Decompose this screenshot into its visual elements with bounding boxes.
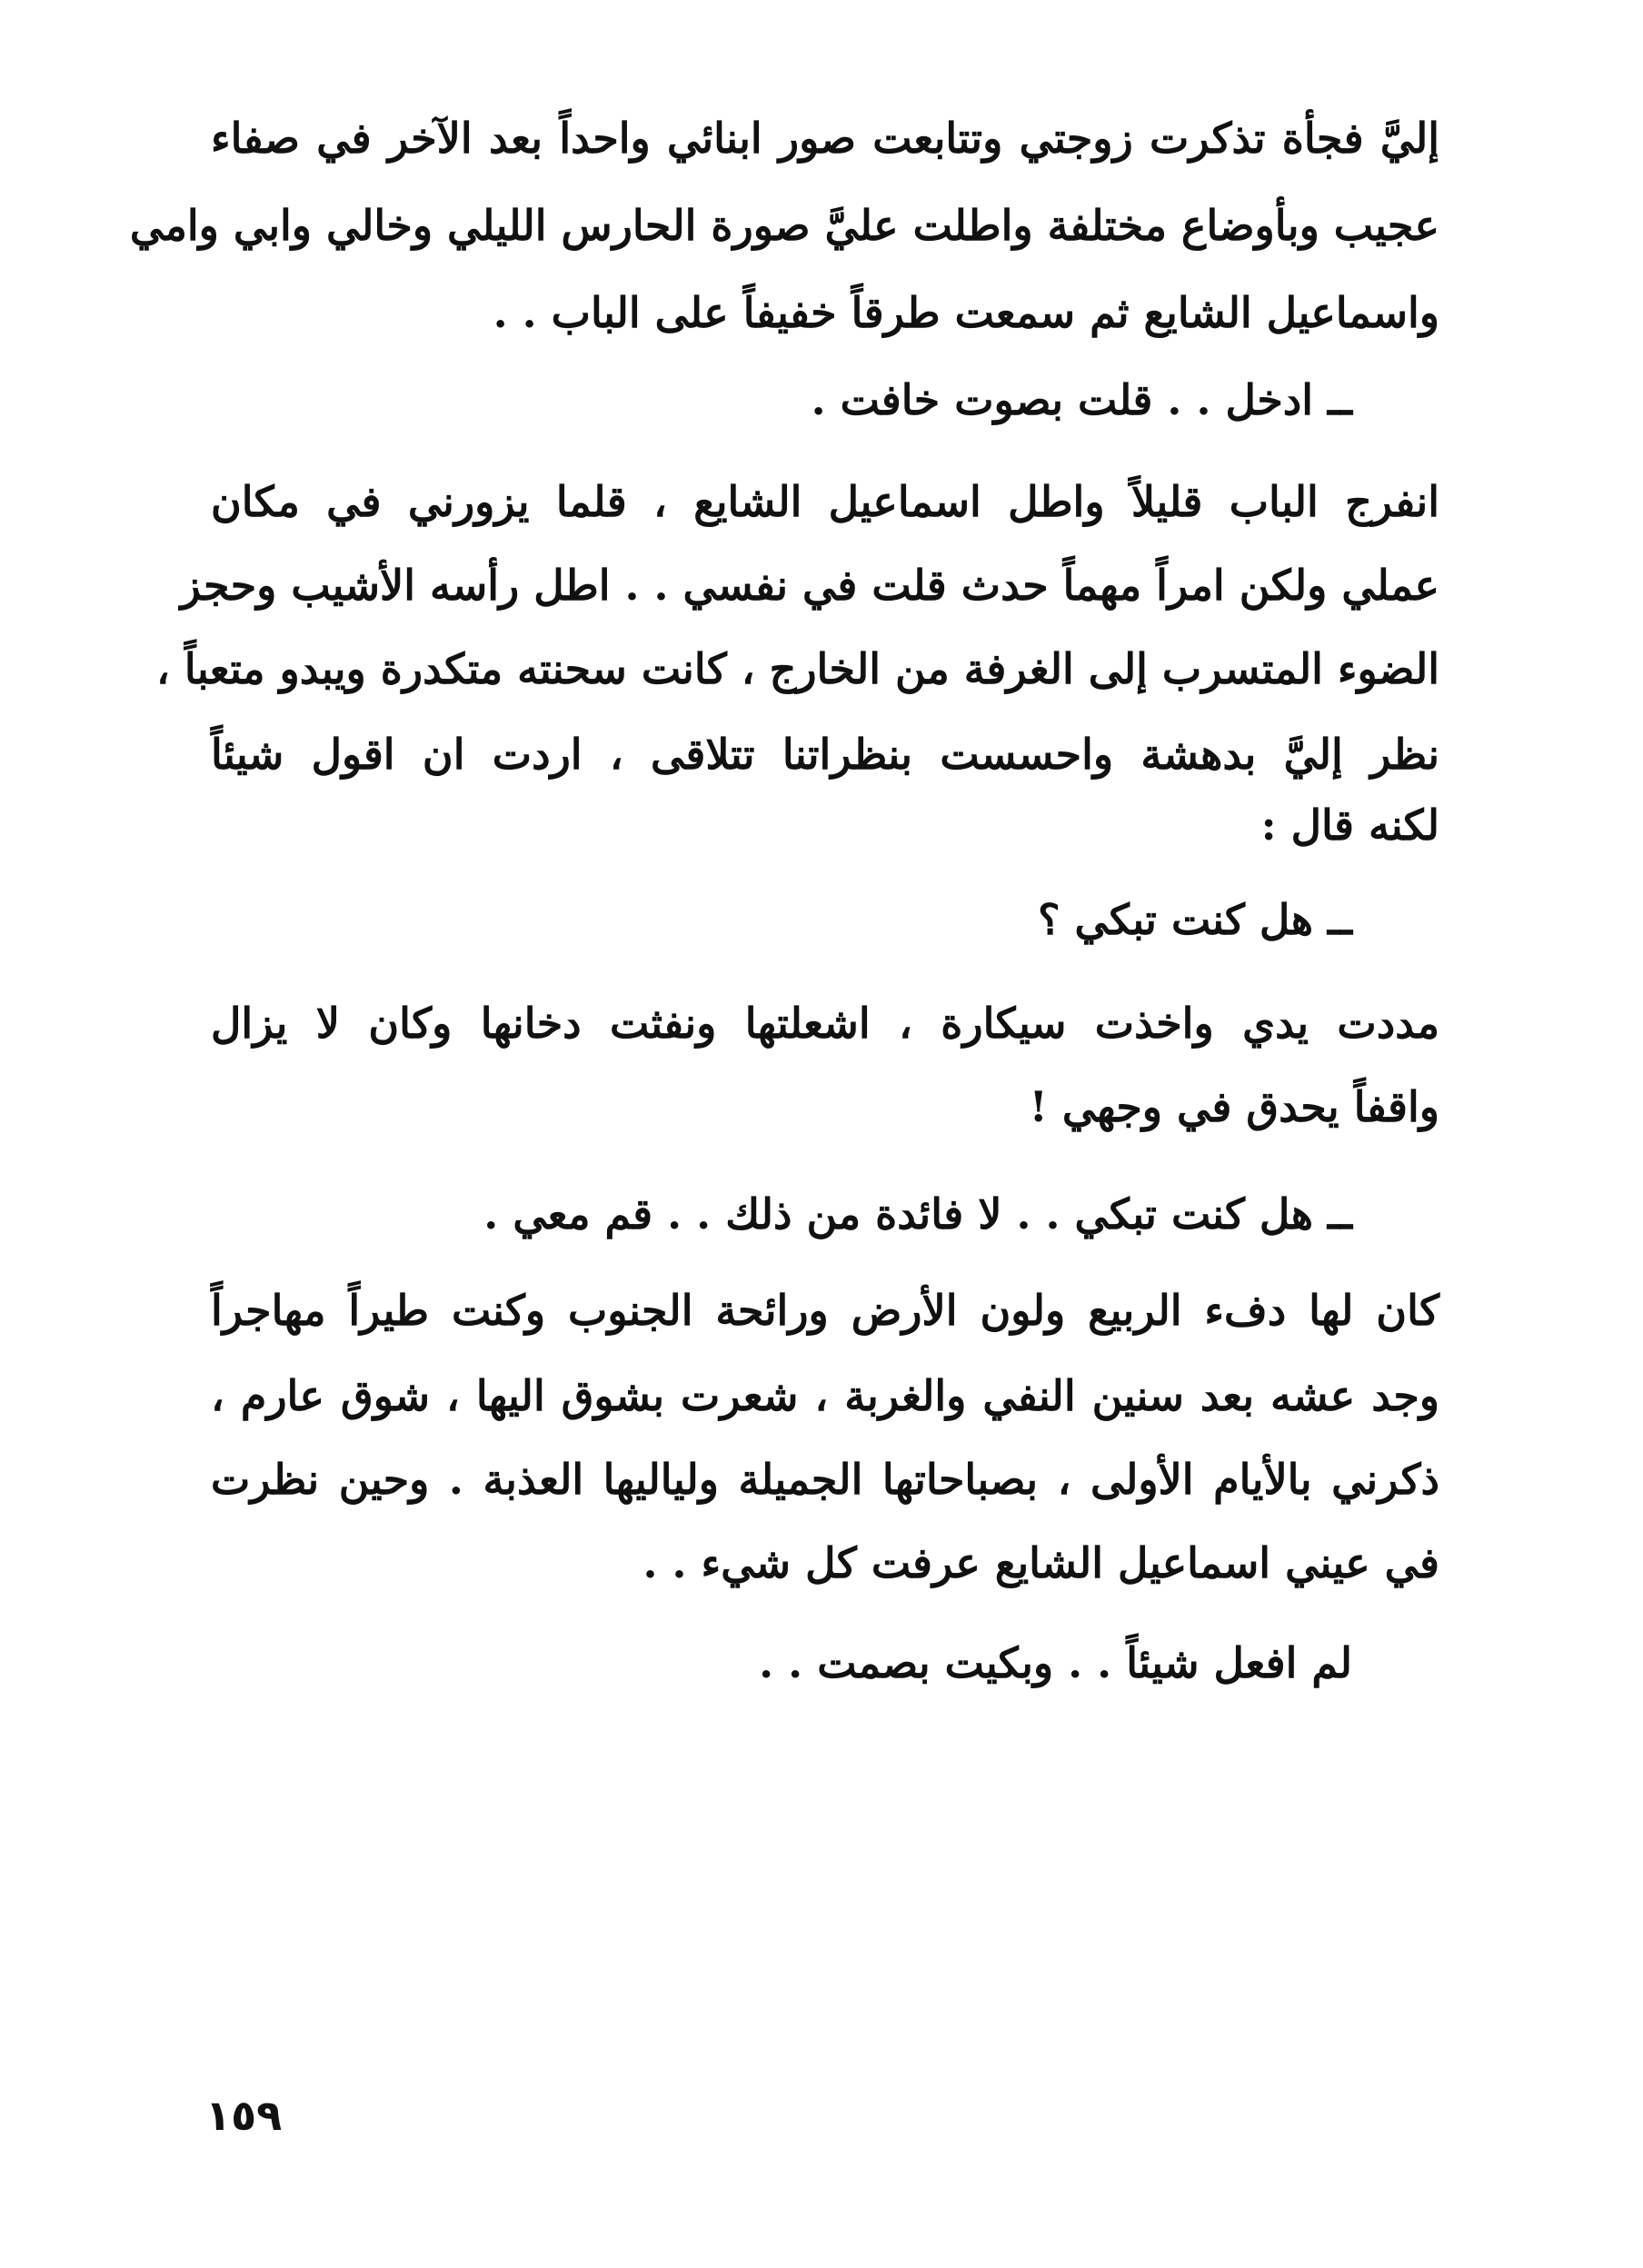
text-line: ذكرني بالأيام الأولى ، بصباحاتها الجميلة ولياليها العذبة . وحين نظرت bbox=[211, 1455, 1439, 1504]
text-line: في عيني اسماعيل الشايع عرفت كل شيء . . bbox=[642, 1538, 1439, 1587]
text-line: واقفاً يحدق في وجهي ! bbox=[1029, 1082, 1439, 1131]
text-line: واسماعيل الشايع ثم سمعت طرقاً خفيفاً على الباب . . bbox=[493, 288, 1439, 337]
text-line: الضوء المتسرب إلى الغرفة من الخارج ، كانت سحنته متكدرة ويبدو متعباً ، bbox=[156, 644, 1439, 693]
text-line: انفرج الباب قليلاً واطل اسماعيل الشايع ، قلما يزورني في مكان bbox=[211, 477, 1439, 526]
text-line: عملي ولكن امراً مهماً حدث قلت في نفسي . . اطل رأسه الأشيب وحجز bbox=[180, 561, 1439, 610]
dialogue-line: ــ هل كنت تبكي . . لا فائدة من ذلك . . قم معي . bbox=[483, 1189, 1352, 1238]
text-line: كان لها دفء الربيع ولون الأرض ورائحة الجنوب وكنت طيراً مهاجراً bbox=[211, 1286, 1439, 1335]
text-line: لكنه قال : bbox=[1260, 801, 1439, 850]
page-number: ١٥٩ bbox=[205, 2091, 283, 2140]
text-line: مددت يدي واخذت سيكارة ، اشعلتها ونفثت دخانها وكان لا يزال bbox=[211, 999, 1439, 1048]
text-line: لم افعل شيئاً . . وبكيت بصمت . . bbox=[759, 1638, 1352, 1687]
text-line: نظر إليَّ بدهشة واحسست بنظراتنا تتلاقى ، اردت ان اقول شيئاً bbox=[211, 730, 1439, 779]
dialogue-line: ــ هل كنت تبكي ؟ bbox=[1038, 895, 1352, 944]
dialogue-line: ــ ادخل . . قلت بصوت خافت . bbox=[811, 375, 1352, 424]
text-line: وجد عشه بعد سنين النفي والغربة ، شعرت بشوق اليها ، شوق عارم ، bbox=[211, 1371, 1439, 1420]
text-line: إليَّ فجأة تذكرت زوجتي وتتابعت صور ابنائي واحداً بعد الآخر في صفاء bbox=[211, 114, 1439, 163]
text-line: عجيب وبأوضاع مختلفة واطلت عليَّ صورة الحارس الليلي وخالي وابي وامي bbox=[129, 201, 1439, 250]
